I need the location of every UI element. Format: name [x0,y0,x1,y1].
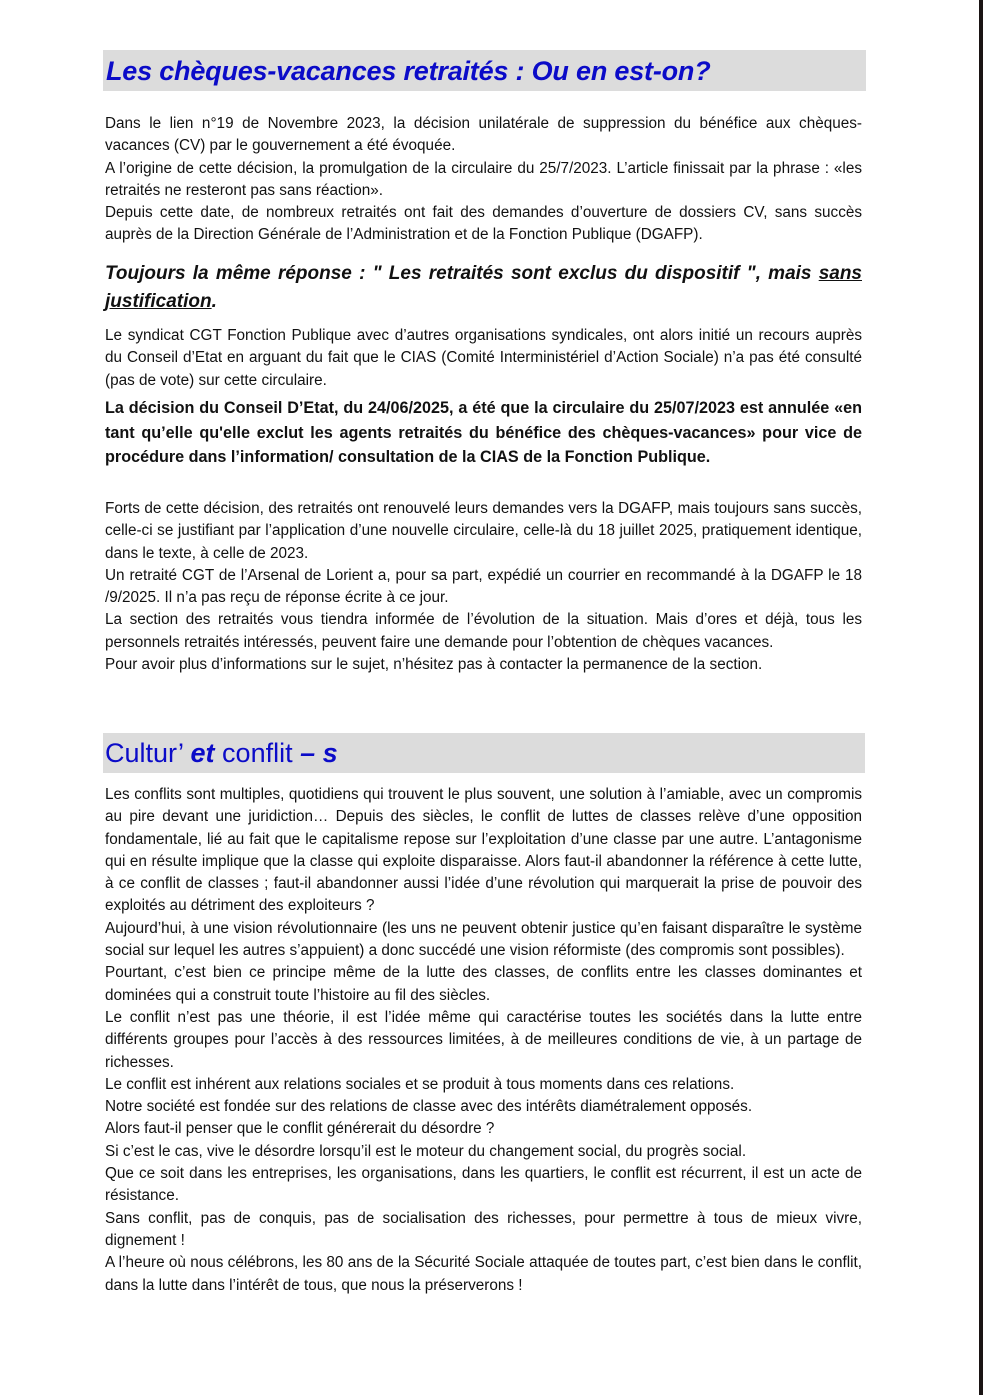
paragraph: Un retraité CGT de l’Arsenal de Lorient a, pour sa part, expédié un courrier en recommandé à la DGAFP le 18 /9/2025. Il n’a pas reçu de réponse écrite à ce jour. [105,566,862,607]
paragraph: Depuis cette date, de nombreux retraités ont fait des demandes d’ouverture de dossiers CV, sans succès auprès de la Direction Générale de l’Administration et de la Fonction Publique (DGAFP). [105,204,862,244]
paragraph: Dans le lien n°19 de Novembre 2023, la décision unilatérale de suppression du bénéfice aux chèques-vacances (CV) par le gouvernement a été évoquée. [105,115,862,155]
decision-paragraph [105,396,862,470]
paragraph: La section des retraités vous tiendra informée de l’évolution de la situation. Mais d’ores et déjà, tous les personnels retraités intéressés, peuvent faire une demande pour l’obtention de chèques vacances. [105,611,862,651]
callout-underlined: sans justification [105,263,862,312]
callout-text: Toujours la même réponse : " Les retraités sont exclus du dispositif ", mais [105,263,819,284]
paragraph: Si c’est le cas, vive le désordre lorsqu’il est le moteur du changement social, du progrès social. [105,1142,747,1160]
paragraph: Notre société est fondée sur des relations de classe avec des intérêts diamétralement opposés. [105,1098,753,1116]
article-2-body [105,784,862,1297]
title-part-emphasis: – s [300,738,338,768]
article-1-intro [105,113,862,247]
callout-statement [105,260,862,316]
article-1-followup [105,498,862,676]
paragraph: Pourtant, c’est bien ce principe même de la lutte des classes, de conflits entre les classes dominantes et dominées qui a construit toute l’histoire au fil des siècles. [105,964,862,1004]
article-1-title: Les chèques-vacances retraités : Ou en est-on? [103,50,866,91]
paragraph: A l’origine de cette décision, la promulgation de la circulaire du 25/7/2023. L’article finissait par la phrase : «les retraités ne resteront pas sans réaction». [105,159,862,199]
paragraph: Alors faut-il penser que le conflit générerait du désordre ? [105,1120,495,1138]
paragraph: La décision du Conseil D’Etat, du 24/06/2025, a été que la circulaire du 25/07/2023 est annulée «en tant qu’elle qu'elle exclut les agents retraités du bénéfice des chèques-vacances» pour vice de procédure dans l’information/ consultation de la CIAS de la Fonction Publique. [105,399,862,466]
paragraph: Les conflits sont multiples, quotidiens qui trouvent le plus souvent, une solution à l’amiable, avec un compromis au pire devant une juridiction… Depuis des siècles, le conflit de luttes de classes relève d’une opposition fondamentale, lié au fait que le capitalisme repose sur l’exploitation d’une classe par une autre. L’antagonisme qui en résulte implique que la classe qui exploite disparaisse. Alors faut-il abandonner la référence à cette lutte, à ce conflit de classes ; faut-il abandonner aussi l’idée d’une révolution qui marquerait la prise de pouvoir des exploités au détriment des exploiteurs ? [105,786,862,915]
recours-paragraph [105,325,862,392]
callout-end: . [211,291,217,312]
paragraph: A l’heure où nous célébrons, les 80 ans de la Sécurité Sociale attaquée de toutes part, c’est bien dans le conflit, dans la lutte dans l’intérêt de tous, que nous la préserverons ! [105,1254,862,1294]
paragraph: Sans conflit, pas de conquis, pas de socialisation des richesses, pour permettre à tous de mieux vivre, dignement ! [105,1209,862,1249]
page-edge-shadow [979,0,983,1395]
paragraph: Le conflit est inhérent aux relations sociales et se produit à tous moments dans ces relations. [105,1075,735,1093]
paragraph: Pour avoir plus d’informations sur le sujet, n’hésitez pas à contacter la permanence de la section. [105,656,763,674]
title-part-emphasis: et [190,738,215,768]
paragraph: Forts de cette décision, des retraités ont renouvelé leurs demandes vers la DGAFP, mais toujours sans succès, celle-ci se justifiant par l’application d’une nouvelle circulaire, celle-là du 18 juillet 2025, pratiquement identique, dans le texte, à celle de 2023. [105,500,862,562]
paragraph: Que ce soit dans les entreprises, les organisations, dans les quartiers, le conflit est récurrent, il est un acte de résistance. [105,1165,862,1205]
title-part: Cultur’ [105,738,191,768]
paragraph: Le syndicat CGT Fonction Publique avec d’autres organisations syndicales, ont alors initié un recours auprès du Conseil d’Etat en arguant du fait que le CIAS (Comité Interministériel d’Action Sociale) n’a pas été consulté (pas de vote) sur cette circulaire. [105,327,862,389]
article-2-title [103,733,865,773]
paragraph: Aujourd’hui, à une vision révolutionnaire (les uns ne peuvent obtenir justice qu’en faisant disparaître le système social sur lequel les autres s’appuient) a donc succédé une vision réformiste (des compromis sont possibles). [105,919,862,960]
title-part: conflit [214,738,301,768]
paragraph: Le conflit n’est pas une théorie, il est l’idée même qui caractérise toutes les sociétés dans la lutte entre différents groupes pour l’accès à des ressources limitées, à de meilleures conditions de vie, à un partage de richesses. [105,1008,862,1071]
